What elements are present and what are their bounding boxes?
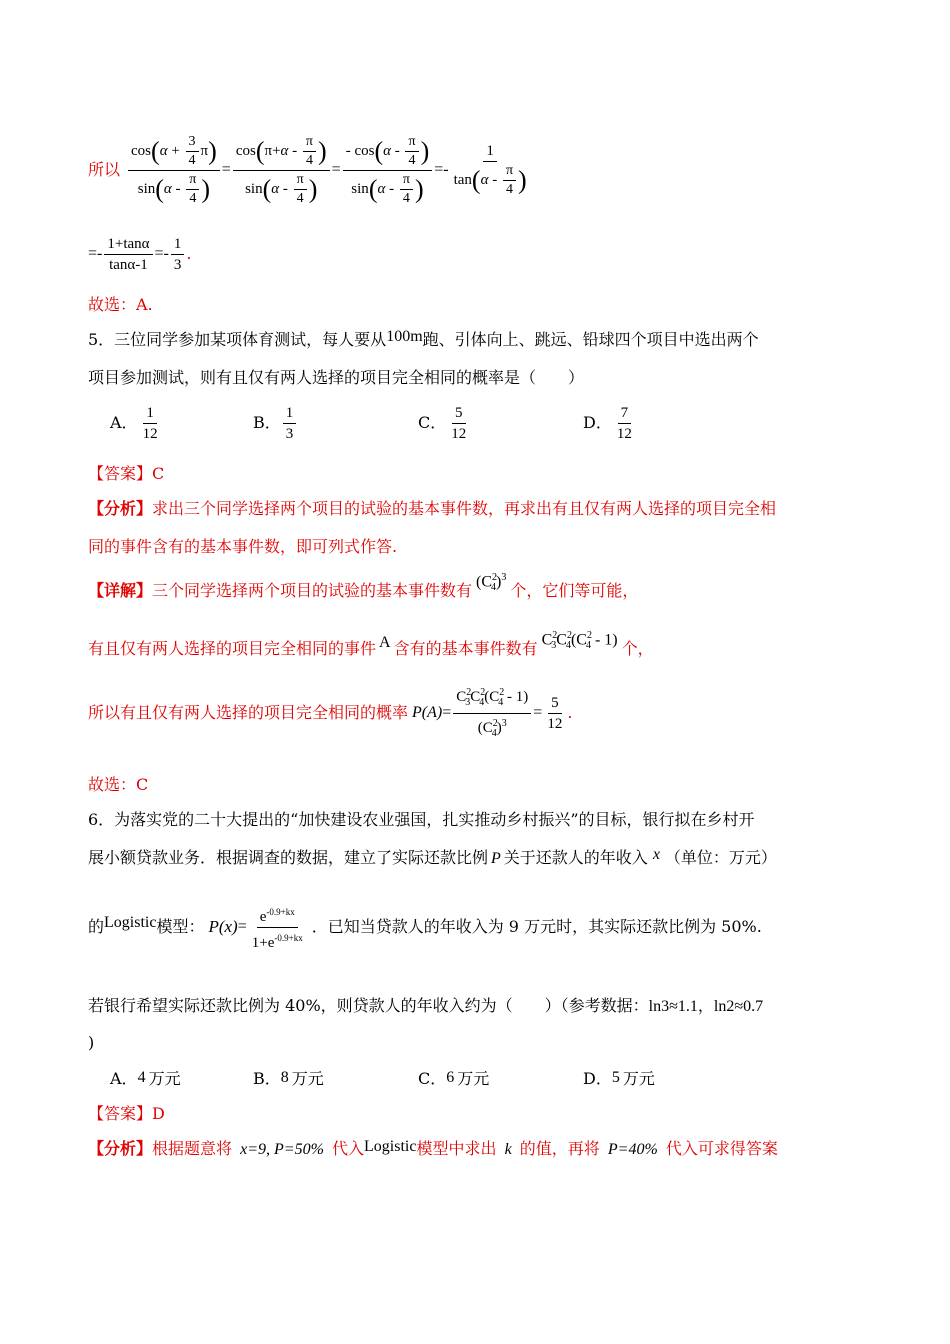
- fraction-3: - cos(α - $\frac{\pi}{4}$ ) sin(α - $\frac{\pi}{4}$ ): [343, 134, 433, 207]
- q6-option-b[interactable]: B．8 万元: [253, 1069, 324, 1088]
- q6-stem-line4: 若银行希望实际还款比例为 40%，则贷款人的年收入约为（ ）（参考数据：ln3≈1.1，ln2≈0.7: [88, 996, 764, 1015]
- prev-solution-line1: [88, 120, 532, 220]
- math-probability: P(A) = $\frac{C^2_3C^2_4(C^2_4 - 1)}{(C^2_4)^3}$ = $\frac{5}{12}$: [412, 684, 567, 743]
- q6-stem-line5: ): [88, 1033, 95, 1052]
- fraction-2: cos(π+α - $\frac{\pi}{4}$ ) sin(α - $\frac{\pi}{4}$ ): [233, 134, 330, 207]
- math-c42-cubed: $(C^2_4)^3$: [476, 571, 507, 594]
- q5-option-c[interactable]: C． $\frac{5}{12}$: [418, 405, 467, 442]
- q6-answer: 【答案】D: [88, 1104, 165, 1123]
- q6-option-c[interactable]: C．6 万元: [418, 1069, 490, 1088]
- fraction-4: 1 tan(α - $\frac{\pi}{4}$ ): [453, 143, 527, 197]
- math-count-expr: $C^2_3C^2_4(C^2_4 - 1)$: [541, 629, 618, 652]
- q5-detail-line2: 有且仅有两人选择的项目完全相同的事件 A 含有的基本事件数有 $C^2_3C^2_4(C^2_4 - 1)$ 个，: [88, 632, 654, 666]
- math-logistic-model: P(x) = $\frac{e^{-0.9+kx}}{1+e^{-0.9+kx}}$: [208, 903, 307, 952]
- q5-analysis-line2: 同的事件含有的基本事件数，即可列式作答.: [88, 537, 398, 556]
- q6-stem-line2: 展小额贷款业务．根据调查的数据，建立了实际还款比例 P 关于还款人的年收入 x （单位：万元）: [88, 846, 777, 867]
- q6-option-d[interactable]: D．5 万元: [583, 1069, 655, 1088]
- q6-analysis: 【分析】根据题意将 x=9, P=50% 代入Logistic模型中求出 k 的值，再将 P=40% 代入可求得答案: [88, 1138, 778, 1158]
- q6-stem-line3: 的 Logistic 模型： P(x) = $\frac{e^{-0.9+kx}}{1+e^{-0.9+kx}}$ ．已知当贷款人的年收入为 9 万元时，其实际还款比例为 50%.: [88, 902, 762, 952]
- q5-option-d[interactable]: D． $\frac{7}{12}$: [583, 405, 632, 442]
- prev-solution-line2: =- $\frac{1+\tan\alpha}{\tan\alpha-1}$ =- $\frac{1}{3}$ .: [88, 235, 192, 273]
- q5-analysis-line1: 【分析】求出三个同学选择两个项目的试验的基本事件数，再求出有且仅有两人选择的项目完全相: [88, 499, 777, 518]
- q5-stem-line2: 项目参加测试，则有且仅有两人选择的项目完全相同的概率是（ ）: [88, 368, 585, 387]
- q5-option-a[interactable]: A． $\frac{1}{12}$: [110, 405, 158, 442]
- q6-stem-line1: 6．为落实党的二十大提出的“加快建设农业强国，扎实推动乡村振兴”的目标，银行拟在乡村开: [88, 810, 755, 829]
- q5-detail-line1: 【详解】 三个同学选择两个项目的试验的基本事件数有 $(C^2_4)^3$ 个，它们等可能，: [88, 574, 638, 608]
- q5-detail-line3: 所以有且仅有两人选择的项目完全相同的概率 P(A) = $\frac{C^2_3C^2_4(C^2_4 - 1)}{(C^2_4)^3}$ = $\frac{5}{12}$ .: [88, 688, 572, 738]
- q5-answer: 【答案】C: [88, 464, 165, 483]
- fraction-1: cos(α + $\frac{3}{4}$ π) sin(α - $\frac{\pi}{4}$ ): [128, 134, 220, 207]
- prev-intro: 所以: [88, 160, 121, 179]
- q5-choice: 故选：C: [88, 775, 149, 794]
- q5-stem-line1: 5．三位同学参加某项体育测试，每人要从100m跑、引体向上、跳远、铅球四个项目中选出两个: [88, 328, 759, 349]
- q6-option-a[interactable]: A．4 万元: [110, 1069, 181, 1088]
- prev-equation: cos(α + $\frac{3}{4}$ π) sin(α - $\frac{\pi}{4}$ ) = cos(π+α - $\frac{\pi}{4}$ ) sin(α - $\frac{\pi}{4}$ ) = - cos(α - $\frac{\pi}{4}$ ) sin(α - $\frac{\pi}{4}$ ) =- 1 tan(α - $\frac{\pi}{4}$ ): [126, 134, 532, 207]
- prev-choice: 故选：A.: [88, 295, 153, 314]
- q5-option-b[interactable]: B． $\frac{1}{3}$: [253, 404, 298, 443]
- prev-equation-2: =- $\frac{1+\tan\alpha}{\tan\alpha-1}$ =- $\frac{1}{3}$: [88, 235, 186, 274]
